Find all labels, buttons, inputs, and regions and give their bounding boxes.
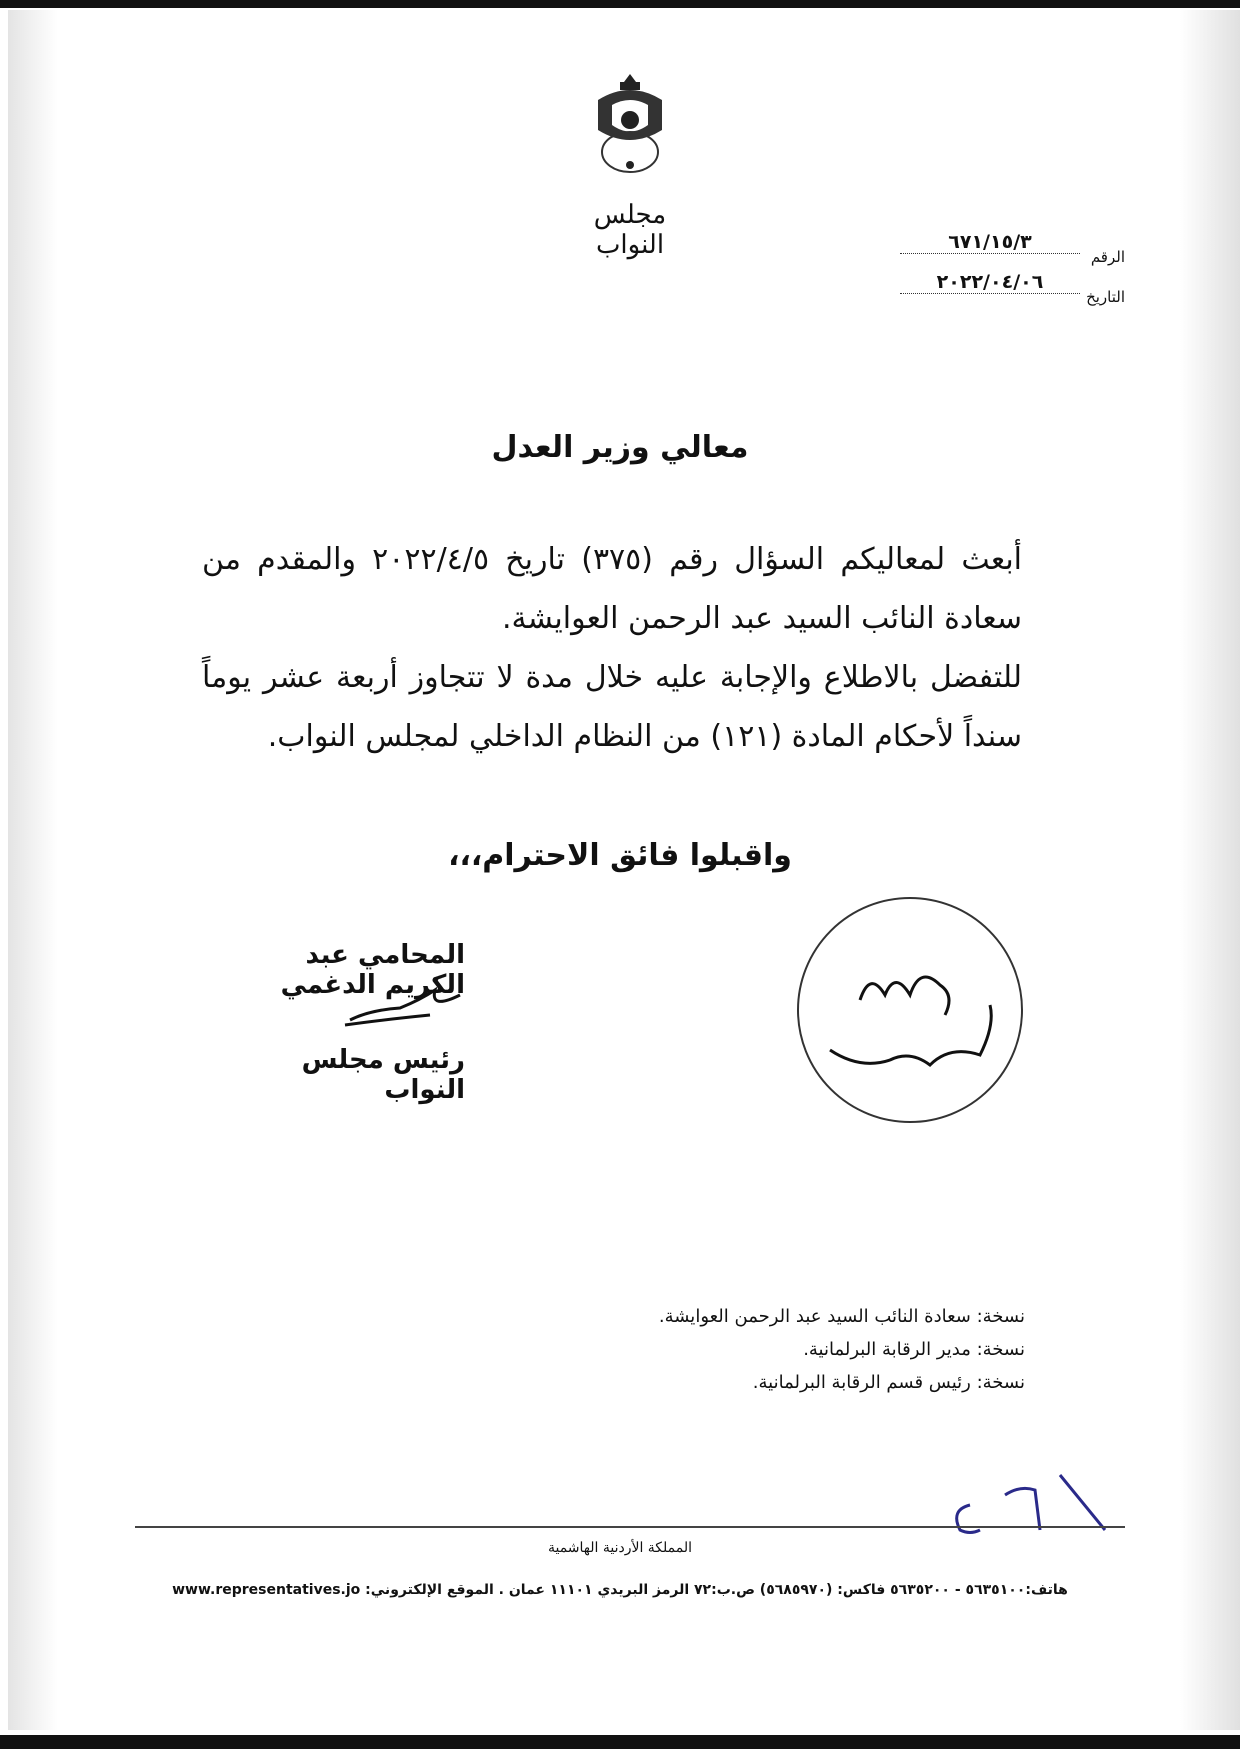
body-paragraph: للتفضل بالاطلاع والإجابة عليه خلال مدة لا تتجاوز أربعة عشر يوماً سنداً لأحكام المادة (١٢١) من النظام الداخلي لمجلس النواب. [202,660,1022,754]
copy-recipient: نسخة: مدير الرقابة البرلمانية. [803,1339,1025,1360]
footer-divider [135,1526,1125,1528]
scan-border-bottom [0,1735,1240,1749]
date-value: ٢٠٢٢/٠٤/٠٦ [900,271,1080,294]
official-stamp [790,890,1030,1130]
reference-number [885,231,1125,268]
signatory-name: المحامي عبد الكريم الدغمي [280,940,465,1000]
institution-logo-text: مجلس النواب [593,200,667,260]
body-paragraph: أبعث لمعاليكم السؤال رقم (٣٧٥) تاريخ ٢٠٢٢/٤/٥ والمقدم من سعادة النائب السيد عبد الرحمن العوايشة. [202,542,1022,636]
copy-recipient: نسخة: سعادة النائب السيد عبد الرحمن العوايشة. [658,1306,1025,1327]
reference-date [885,271,1125,308]
coat-of-arms-emblem [590,70,670,180]
addressee: معالي وزير العدل [491,430,749,465]
footer-contact: هاتف:٥٦٣٥١٠٠ - ٥٦٣٥٢٠٠ فاكس: (٥٦٨٥٩٧٠) ص.ب:٧٢ الرمز البريدي ١١١٠١ عمان . الموقع الإلكتروني: www.representatives.jo [172,1582,1068,1598]
ref-label: الرقم [1090,248,1125,266]
signatory-title: رئيس مجلس النواب [301,1045,465,1105]
scan-border-top [0,0,1240,8]
ref-value: ٦٧١/١٥/٣ [900,231,1080,254]
date-label: التاريخ [1086,288,1125,306]
handwritten-note [930,1470,1120,1540]
copies-list [659,1300,1025,1399]
handwritten-signature [340,980,470,1030]
kingdom-logo-text: المملكة الأردنية الهاشمية [547,1540,693,1556]
closing-salutation: واقبلوا فائق الاحترام،،، [448,838,792,873]
copy-recipient: نسخة: رئيس قسم الرقابة البرلمانية. [752,1372,1025,1393]
letter-body [202,530,1022,766]
